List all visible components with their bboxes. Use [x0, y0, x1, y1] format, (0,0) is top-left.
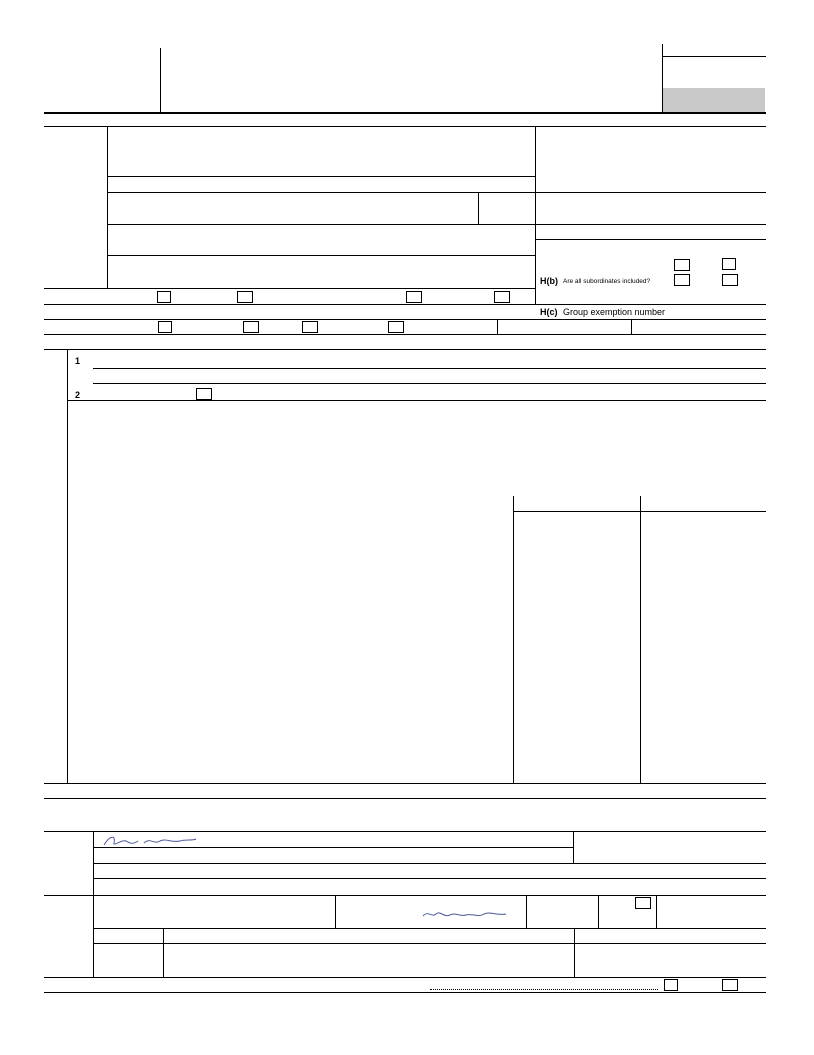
self-employed-checkbox[interactable] — [635, 897, 651, 909]
line2-num: 2 — [75, 390, 81, 400]
discuss-yes-checkbox[interactable] — [664, 979, 678, 991]
501c-checkbox[interactable] — [237, 291, 253, 303]
preparer-signature — [420, 906, 510, 922]
corporation-checkbox[interactable] — [158, 321, 172, 333]
501c3-checkbox[interactable] — [157, 291, 171, 303]
line1-num: 1 — [75, 356, 81, 366]
trust-checkbox[interactable] — [243, 321, 259, 333]
hb-text: Are all subordinates included? — [563, 278, 651, 285]
hc-text: Group exemption number — [563, 307, 666, 317]
other-checkbox[interactable] — [388, 321, 404, 333]
4947-checkbox[interactable] — [406, 291, 422, 303]
ha-no-checkbox[interactable] — [722, 258, 736, 270]
association-checkbox[interactable] — [302, 321, 318, 333]
hb-no-checkbox[interactable] — [722, 274, 738, 286]
527-checkbox[interactable] — [494, 291, 510, 303]
discuss-no-checkbox[interactable] — [722, 979, 738, 991]
ha-yes-checkbox[interactable] — [674, 259, 690, 271]
line2-checkbox[interactable] — [196, 388, 212, 400]
hc-label: H(c) — [540, 307, 558, 317]
hb-yes-checkbox[interactable] — [674, 274, 690, 286]
hb-label: H(b) — [540, 276, 558, 286]
